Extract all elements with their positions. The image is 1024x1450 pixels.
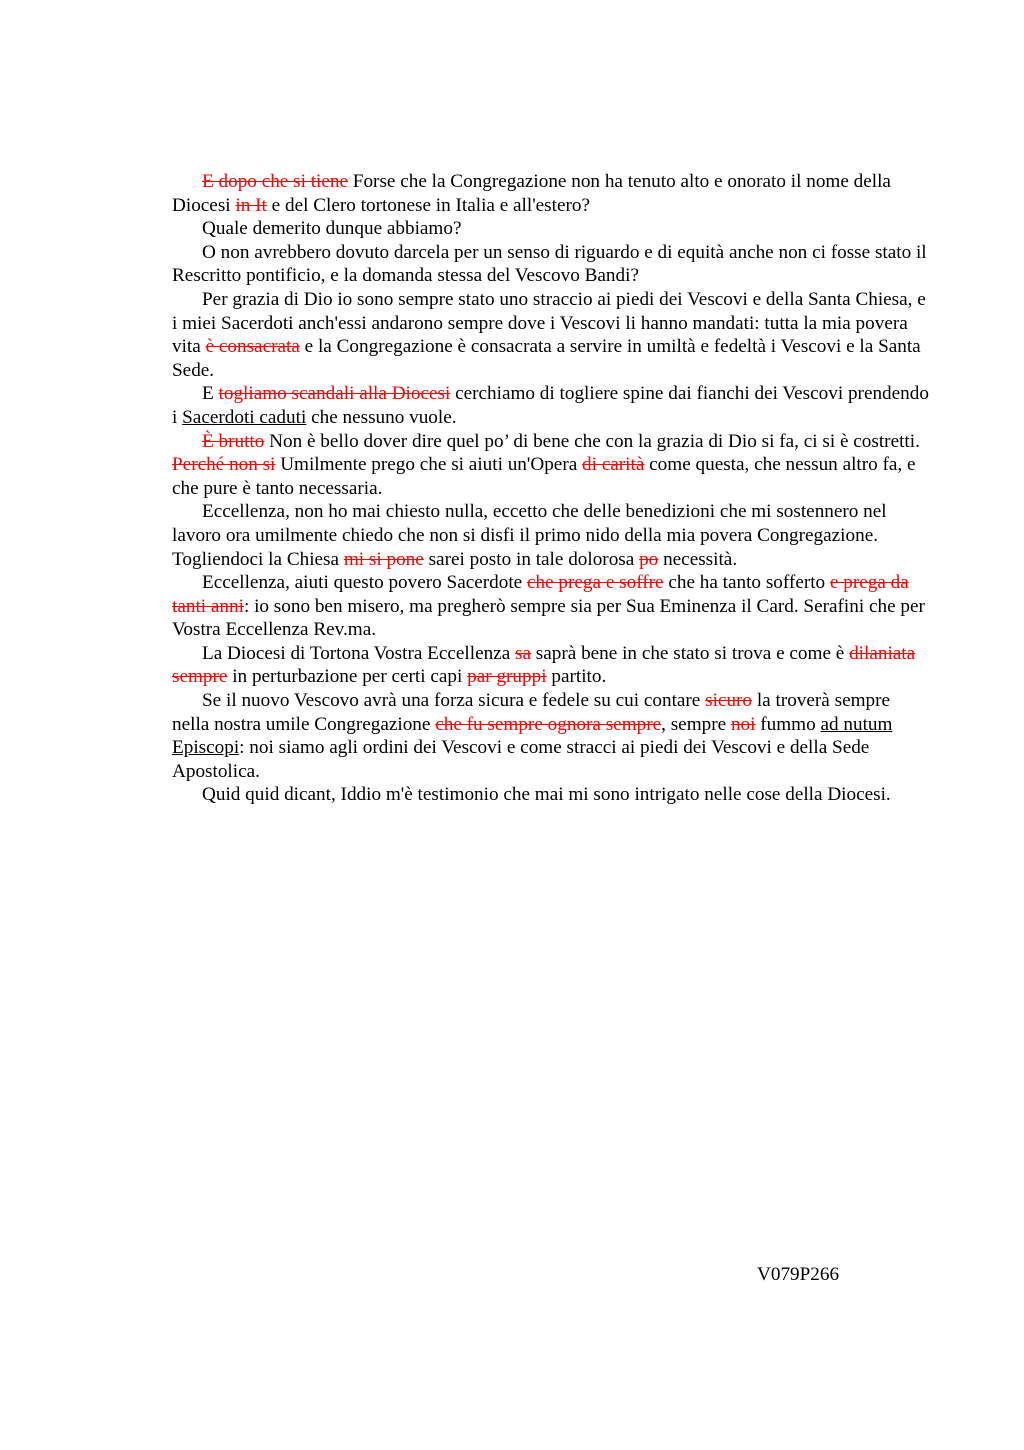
text-run: Umilmente prego che si aiuti un'Opera bbox=[275, 454, 583, 476]
deleted-text: che prega e soffre bbox=[526, 572, 664, 594]
text-run: sarei posto in tale dolorosa bbox=[423, 548, 640, 570]
text-run: saprà bene in che stato si trova e come è bbox=[531, 642, 850, 664]
text-run: E bbox=[202, 383, 219, 405]
deleted-text: E dopo che si tiene bbox=[202, 171, 348, 192]
text-run: la troverà sempre nella nostra umile Congregazione bbox=[172, 690, 891, 735]
text-run: Eccellenza, non ho mai chiesto nulla, eccetto che delle benedizioni che mi sostennero nel lavoro ora umilmente chiedo che non si disfi il primo nido della mia povera Congregazione. Togliendoci la Chiesa bbox=[172, 501, 887, 570]
paragraph bbox=[172, 241, 932, 288]
text-run: che nessuno vuole. bbox=[306, 406, 457, 428]
paragraph bbox=[172, 689, 932, 783]
text-run: cerchiamo di togliere spine dai fianchi dei Vescovi prendendo i bbox=[172, 383, 929, 428]
deleted-text: togliamo scandali alla Diocesi bbox=[218, 383, 451, 405]
deleted-text: sicuro bbox=[705, 690, 753, 712]
text-run: partito. bbox=[546, 666, 607, 688]
deleted-text: mi si pone bbox=[343, 548, 424, 570]
text-run: fummo bbox=[755, 713, 821, 735]
text-run: Quale demerito dunque abbiamo? bbox=[202, 218, 462, 240]
text-run: che ha tanto sofferto bbox=[663, 572, 830, 594]
text-run: e del Clero tortonese in Italia e all'estero? bbox=[266, 194, 590, 216]
deleted-text: po bbox=[639, 548, 659, 570]
paragraph bbox=[172, 217, 932, 241]
paragraph bbox=[172, 170, 932, 217]
paragraph bbox=[172, 288, 932, 382]
paragraph bbox=[172, 500, 932, 571]
text-run: Se il nuovo Vescovo avrà una forza sicura e fedele su cui contare bbox=[202, 690, 706, 712]
paragraph bbox=[172, 783, 932, 807]
deleted-text: sa bbox=[515, 642, 531, 664]
paragraph bbox=[172, 642, 932, 689]
text-run: come questa, che nessun altro fa, e che pure è tanto necessaria. bbox=[172, 454, 916, 499]
text-run: La Diocesi di Tortona Vostra Eccellenza bbox=[202, 642, 516, 664]
paragraph bbox=[172, 430, 932, 501]
text-run: Forse che la Congregazione non ha tenuto alto e onorato il nome della Diocesi bbox=[172, 171, 891, 216]
document-body bbox=[172, 170, 932, 807]
text-run: Non è bello dover dire quel po’ di bene che con la grazia di Dio si fa, ci si è costretti. bbox=[264, 430, 920, 452]
deleted-text: Perché non si bbox=[172, 454, 276, 476]
paragraph bbox=[172, 571, 932, 642]
text-run: , sempre bbox=[661, 713, 731, 735]
text-run: : noi siamo agli ordini dei Vescovi e come stracci ai piedi dei Vescovi e della Sede Apostolica. bbox=[172, 737, 870, 782]
deleted-text: che fu sempre ognora sempre bbox=[435, 713, 662, 735]
text-run: necessità. bbox=[658, 548, 738, 570]
deleted-text: di carità bbox=[582, 454, 645, 476]
deleted-text: dilaniata sempre bbox=[172, 642, 916, 688]
deleted-text: noi bbox=[730, 713, 756, 735]
text-run: O non avrebbero dovuto darcela per un senso di riguardo e di equità anche non ci fosse stato il Rescritto pontificio, e la domanda stessa del Vescovo Bandi? bbox=[172, 241, 927, 287]
text-run: Quid quid dicant, Iddio m'è testimonio che mai mi sono intrigato nelle cose della Diocesi. bbox=[202, 784, 891, 806]
text-run: in perturbazione per certi capi bbox=[227, 666, 468, 688]
text-run: : io sono ben misero, ma pregherò sempre sia per Sua Eminenza il Card. Serafini che per Vostra Eccellenza Rev.ma. bbox=[172, 595, 925, 641]
underlined-text: Sacerdoti caduti bbox=[182, 406, 307, 428]
deleted-text: È brutto bbox=[202, 430, 265, 452]
text-run: Per grazia di Dio io sono sempre stato uno straccio ai piedi dei Vescovi e della Santa Chiesa, e i miei Sacerdoti anch'essi andarono sempre dove i Vescovi li hanno mandati: tutta la mia povera vita bbox=[172, 288, 926, 358]
deleted-text: è consacrata bbox=[205, 336, 300, 358]
page-code: V079P266 bbox=[757, 1264, 840, 1285]
deleted-text: e prega da tanti anni bbox=[172, 572, 909, 617]
text-run: Eccellenza, aiuti questo povero Sacerdote bbox=[202, 572, 527, 594]
deleted-text: in It bbox=[235, 194, 267, 216]
deleted-text: par gruppi bbox=[467, 666, 547, 688]
underlined-text: ad nutum Episcopi bbox=[172, 713, 893, 759]
paragraph bbox=[172, 382, 932, 429]
text-run: e la Congregazione è consacrata a servire in umiltà e fedeltà i Vescovi e la Santa Sede. bbox=[172, 336, 921, 381]
